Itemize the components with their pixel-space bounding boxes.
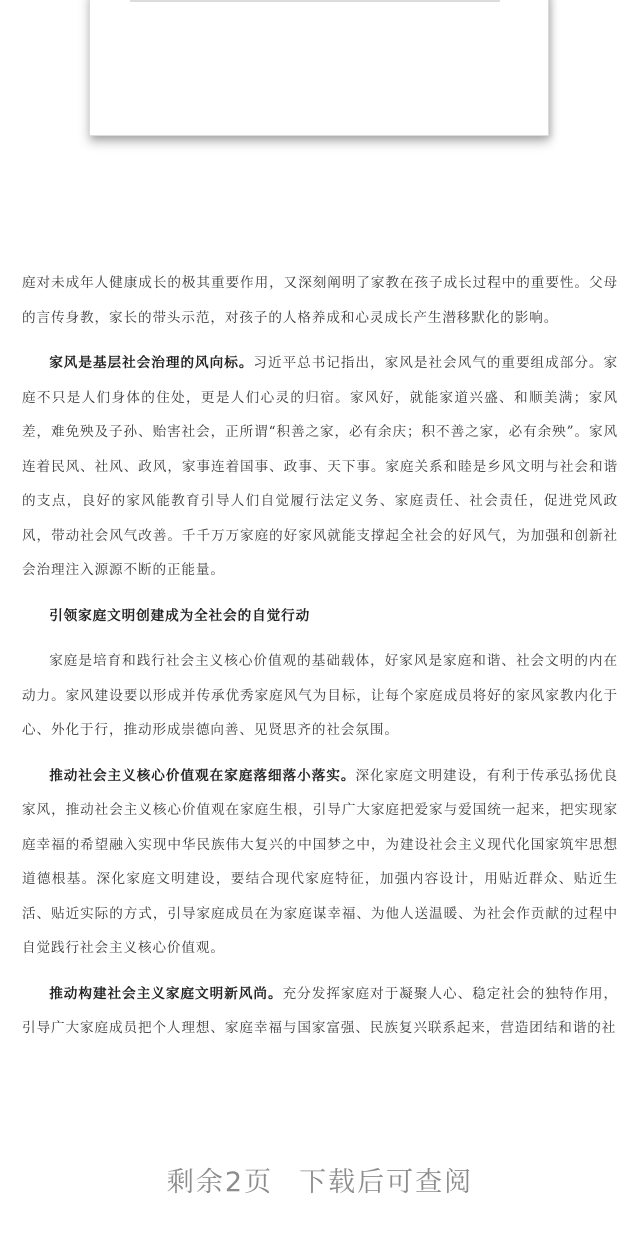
paragraph-text: 充分发挥家庭对于凝聚人心、稳定社会的独特作用，引导广大家庭成员把个人理想、家庭幸福与国家富强、民族复兴联系起来，营造团结和谐的社 — [22, 985, 619, 1036]
paragraph-lead: 家风是基层社会治理的风向标。 — [49, 355, 254, 371]
download-to-read-more-banner[interactable] — [0, 1160, 640, 1199]
remaining-pages-label: 剩余2页 — [166, 1167, 274, 1198]
section-heading: 引领家庭文明创建成为全社会的自觉行动 — [49, 607, 311, 624]
paragraph-lead: 推动社会主义核心价值观在家庭落细落小落实。 — [49, 767, 356, 784]
paragraph-new-civility — [22, 977, 618, 1046]
paragraph-continuation — [22, 266, 618, 335]
paragraph-family-carrier — [22, 644, 618, 748]
paragraph-text: 庭对未成年人健康成长的极其重要作用，又深刻阐明了家教在孩子成长过程中的重要性。父母的言传身教，家长的带头示范，对孩子的人格养成和心灵成长产生潜移默化的影响。 — [22, 275, 618, 326]
paragraph-core-values — [22, 759, 618, 966]
previous-page-card — [89, 0, 549, 136]
paragraph-text: 习近平总书记指出，家风是社会风气的重要组成部分。家庭不只是人们身体的住处，更是人们心灵的归宿。家风好，就能家道兴盛、和顺美满；家风差，难免殃及子孙、贻害社会，正所谓“积善之家，必有余庆；积不善之家，必有余殃”。家风连着民风、社风、政风，家事连着国事、政事、天下事。家庭关系和睦是乡风文明与社会和谐的支点，良好的家风能教育引导人们自觉履行法定义务、家庭责任、社会责任，促进党风政风，带动社会风气改善。千千万万家庭的好家风就能支撑起全社会的好风气，为加强和创新社会治理注入源源不断的正能量。 — [22, 355, 618, 578]
paragraph-text: 深化家庭文明建设，有利于传承弘扬优良家风，推动社会主义核心价值观在家庭生根，引导广大家庭把爱家与爱国统一起来，把实现家庭幸福的希望融入实现中华民族伟大复兴的中国梦之中，为建设社会主义现代化国家筑牢思想道德根基。深化家庭文明建设，要结合现代家庭特征，加强内容设计，用贴近群众、贴近生活、贴近实际的方式，引导家庭成员在为家庭谋幸福、为他人送温暖、为社会作贡献的过程中自觉践行社会主义核心价值观。 — [22, 767, 618, 956]
document-body — [22, 266, 618, 1057]
paragraph-lead: 推动构建社会主义家庭文明新风尚。 — [49, 985, 283, 1002]
previous-page-text-fragment — [130, 0, 500, 2]
download-prompt-label: 下载后可查阅 — [299, 1167, 474, 1198]
paragraph-family-style-governance — [22, 346, 618, 588]
paragraph-text: 家庭是培育和践行社会主义核心价值观的基础载体，好家风是家庭和谐、社会文明的内在动力。家风建设要以形成并传承优秀家庭风气为目标，让每个家庭成员将好的家风家教内化于心、外化于行，推动形成崇德向善、见贤思齐的社会氛围。 — [22, 653, 618, 738]
